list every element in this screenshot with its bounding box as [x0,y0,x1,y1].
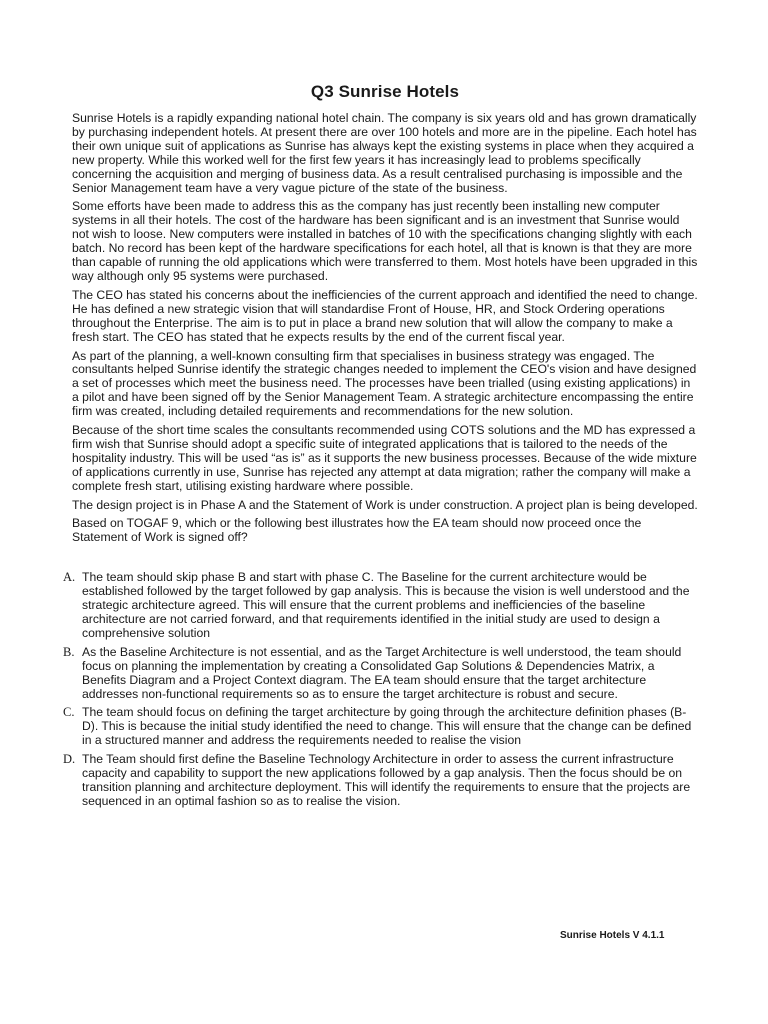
document-title: Q3 Sunrise Hotels [310,82,460,101]
question-text: Based on TOGAF 9, which or the following best illustrates how the EA team should now proceed once the Statement of Work is signed off? [72,516,642,545]
option-d-letter: D. [63,752,76,767]
paragraph-company-overview: Sunrise Hotels is a rapidly expanding national hotel chain. The company is six years old and has grown dramatically by purchasing independent hotels. At present there are over 100 hotels and more are in the pipeline. Each hotel has their own unique suit of applications as Sunrise has always kept the existing systems in place when they acquired a new property. While this worked well for the first few years it has increasingly lead to problems specifically concerning the acquisition and merging of business data. As a result centralised purchasing is impossible and the Senior Management team have a very vague picture of the state of the business. [72,111,697,195]
paragraph-hardware: Some efforts have been made to address this as the company has just recently been installing new computer systems in all their hotels. The cost of the hardware has been significant and is an investment that Sunrise would not wish to loose. New computers were installed in batches of 10 with the specifications changing slightly with each batch. No record has been kept of the hardware specifications for each hotel, all that is known is that they are more than capable of running the old applications which were transferred to them. Most hotels have been upgraded in this way although only 95 systems were purchased. [72,199,698,283]
option-b-letter: B. [63,644,75,659]
option-b-text: As the Baseline Architecture is not essential, and as the Target Architecture is well understood, the team should focus on planning the implementation by creating a Consolidated Gap Solutions & Dependencies Matrix, a Benefits Diagram and a Project Context diagram. The EA team should ensure that the target architecture addresses non-functional requirements so as to ensure the target architecture is robust and secure. [82,644,682,701]
paragraph-consultants: As part of the planning, a well-known consulting firm that specialises in business strategy was engaged. The consultants helped Sunrise identify the strategic changes needed to implement the CEO's vision and have designed a set of processes which meet the business need. The processes have been trialled (using existing applications) in a pilot and have been signed off by the Senior Management Team. A strategic architecture encompassing the entire firm was created, including detailed requirements and recommendations for the new solution. [72,348,697,419]
option-c [63,706,698,748]
option-a-letter: A. [63,570,76,585]
option-c-letter: C. [63,705,75,720]
option-a-text: The team should skip phase B and start with phase C. The Baseline for the current architecture would be established followed by the target followed by gap analysis. This is because the vision is well understood and the strategic architecture agreed. This will ensure that the current problems and inefficiencies of the baseline architecture are not carried forward, and that requirements identified in the initial study are used to design a comprehensive solution [82,570,690,640]
paragraph-phase-a: The design project is in Phase A and the Statement of Work is under construction. A project plan is being developed. [72,497,698,512]
option-a [63,571,698,641]
page-footer: Sunrise Hotels V 4.1.1 [560,930,665,941]
option-c-text: The team should focus on defining the target architecture by going through the architecture definition phases (B-D). This is because the initial study identified the need to change. This will ensure that the change can be defined in a structured manner and address the requirements needed to realise the vision [82,705,692,748]
paragraph-ceo-vision: The CEO has stated his concerns about the inefficiencies of the current approach and identified the need to change. He has defined a new strategic vision that will standardise Front of House, HR, and Stock Ordering operations throughout the Enterprise. The aim is to put in place a brand new solution that will allow the company to make a fresh start. The CEO has stated that he expects results by the end of the current fiscal year. [72,287,698,344]
option-b [63,646,698,702]
option-d [63,753,698,809]
option-d-text: The Team should first define the Baseline Technology Architecture in order to assess the current infrastructure capacity and capability to support the new applications followed by a gap analysis. Then the focus should be on transition planning and architecture deployment. This will identify the requirements to ensure that the projects are sequenced in an optimal fashion so as to realise the vision. [82,752,691,808]
document-page [63,82,698,814]
paragraph-cots: Because of the short time scales the consultants recommended using COTS solutions and the MD has expressed a firm wish that Sunrise should adopt a specific suite of integrated applications that is tailored to the needs of the hospitality industry. This will be used “as is” as it supports the new business processes. Because of the wide mixture of applications currently in use, Sunrise has rejected any attempt at data migration; rather the company will make a complete fresh start, utilising existing hardware where possible. [72,423,697,493]
answer-options [63,570,698,809]
